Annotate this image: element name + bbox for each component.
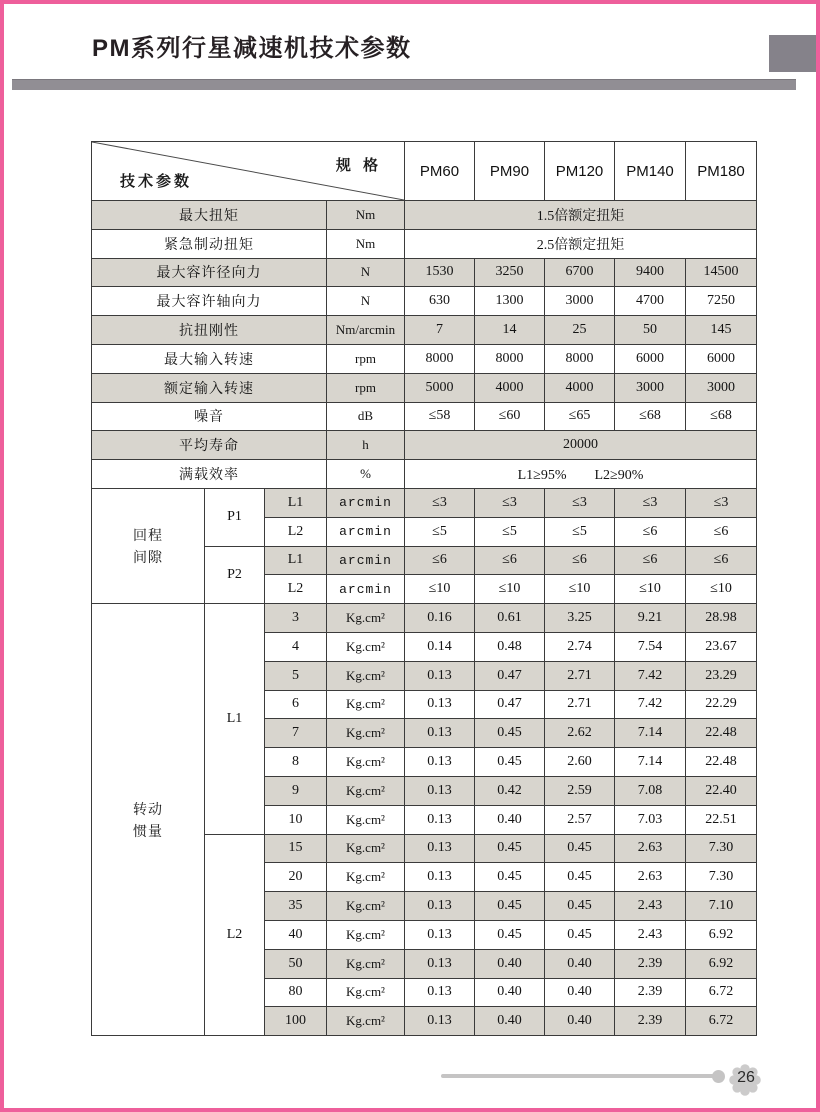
value-cell: 0.13 bbox=[405, 920, 475, 949]
value-cell: 8000 bbox=[545, 344, 615, 373]
value-cell: 6.92 bbox=[686, 949, 757, 978]
value-cell: 3000 bbox=[686, 373, 757, 402]
stage-cell: L1 bbox=[265, 488, 327, 517]
value-cell: 2.39 bbox=[615, 949, 686, 978]
stage-cell: L2 bbox=[265, 575, 327, 604]
value-span-cell: 2.5倍额定扭矩 bbox=[405, 229, 757, 258]
value-cell: 0.13 bbox=[405, 978, 475, 1007]
value-cell: 0.45 bbox=[545, 892, 615, 921]
value-cell: 22.48 bbox=[686, 748, 757, 777]
unit-cell: % bbox=[327, 460, 405, 489]
value-cell: 0.40 bbox=[475, 949, 545, 978]
value-cell: 3.25 bbox=[545, 604, 615, 633]
value-cell: 0.42 bbox=[475, 776, 545, 805]
value-cell: 0.45 bbox=[475, 719, 545, 748]
value-cell: 22.29 bbox=[686, 690, 757, 719]
value-cell: 3000 bbox=[545, 287, 615, 316]
value-cell: 0.16 bbox=[405, 604, 475, 633]
table-row bbox=[92, 344, 757, 373]
model-header: PM140 bbox=[615, 142, 686, 201]
value-cell: 7.08 bbox=[615, 776, 686, 805]
value-cell: 0.47 bbox=[475, 661, 545, 690]
value-cell: 5000 bbox=[405, 373, 475, 402]
param-name: 平均寿命 bbox=[92, 431, 327, 460]
value-cell: 0.45 bbox=[545, 920, 615, 949]
unit-cell: Kg.cm² bbox=[327, 748, 405, 777]
value-span-cell: L1≥95% L2≥90% bbox=[405, 460, 757, 489]
table-header-row bbox=[92, 142, 757, 201]
unit-cell: Kg.cm² bbox=[327, 863, 405, 892]
unit-cell: N bbox=[327, 287, 405, 316]
value-cell: 7.30 bbox=[686, 834, 757, 863]
backlash-group-label: 回程 间隙 bbox=[92, 488, 205, 603]
value-cell: ≤10 bbox=[405, 575, 475, 604]
value-cell: 4000 bbox=[545, 373, 615, 402]
value-cell: 6.72 bbox=[686, 1007, 757, 1036]
value-cell: 0.45 bbox=[545, 834, 615, 863]
value-cell: 6.92 bbox=[686, 920, 757, 949]
table-row bbox=[92, 604, 757, 633]
footer-rule bbox=[441, 1074, 717, 1078]
unit-cell: Kg.cm² bbox=[327, 920, 405, 949]
value-cell: 0.47 bbox=[475, 690, 545, 719]
value-cell: 3000 bbox=[615, 373, 686, 402]
unit-cell: Nm bbox=[327, 229, 405, 258]
value-cell: 0.13 bbox=[405, 949, 475, 978]
unit-cell: arcmin bbox=[327, 575, 405, 604]
param-name: 紧急制动扭矩 bbox=[92, 229, 327, 258]
value-cell: 2.63 bbox=[615, 863, 686, 892]
param-corner-label: 技术参数 bbox=[120, 173, 193, 190]
value-cell: ≤5 bbox=[475, 517, 545, 546]
value-cell: ≤6 bbox=[615, 517, 686, 546]
value-cell: 0.13 bbox=[405, 1007, 475, 1036]
value-cell: ≤68 bbox=[686, 402, 757, 431]
value-cell: ≤5 bbox=[545, 517, 615, 546]
unit-cell: arcmin bbox=[327, 517, 405, 546]
table-row bbox=[92, 460, 757, 489]
ratio-cell: 10 bbox=[265, 805, 327, 834]
value-cell: 630 bbox=[405, 287, 475, 316]
value-cell: 0.13 bbox=[405, 719, 475, 748]
spec-corner-label: 规 格 bbox=[335, 157, 382, 174]
unit-cell: Kg.cm² bbox=[327, 805, 405, 834]
unit-cell: Kg.cm² bbox=[327, 690, 405, 719]
value-cell: 0.13 bbox=[405, 748, 475, 777]
value-cell: 0.40 bbox=[475, 978, 545, 1007]
value-cell: ≤6 bbox=[545, 546, 615, 575]
value-cell: 9400 bbox=[615, 258, 686, 287]
table-row bbox=[92, 402, 757, 431]
ratio-cell: 6 bbox=[265, 690, 327, 719]
value-cell: 6.72 bbox=[686, 978, 757, 1007]
value-cell: 0.13 bbox=[405, 834, 475, 863]
value-cell: 2.74 bbox=[545, 632, 615, 661]
value-cell: ≤10 bbox=[615, 575, 686, 604]
value-cell: 0.40 bbox=[545, 978, 615, 1007]
value-cell: 7250 bbox=[686, 287, 757, 316]
value-cell: 7.42 bbox=[615, 661, 686, 690]
value-cell: 0.14 bbox=[405, 632, 475, 661]
value-cell: 23.29 bbox=[686, 661, 757, 690]
value-cell: 14 bbox=[475, 316, 545, 345]
value-cell: 2.39 bbox=[615, 978, 686, 1007]
table-row bbox=[92, 201, 757, 230]
precision-class-cell: P1 bbox=[205, 488, 265, 546]
value-cell: 4700 bbox=[615, 287, 686, 316]
value-cell: ≤60 bbox=[475, 402, 545, 431]
value-cell: 0.40 bbox=[545, 949, 615, 978]
unit-cell: Nm/arcmin bbox=[327, 316, 405, 345]
unit-cell: N bbox=[327, 258, 405, 287]
inertia-group-label: 转动 惯量 bbox=[92, 604, 205, 1036]
value-cell: 0.13 bbox=[405, 892, 475, 921]
spec-table bbox=[91, 141, 757, 1036]
unit-cell: arcmin bbox=[327, 488, 405, 517]
value-cell: ≤6 bbox=[405, 546, 475, 575]
value-cell: ≤58 bbox=[405, 402, 475, 431]
value-cell: ≤6 bbox=[686, 517, 757, 546]
table-row bbox=[92, 316, 757, 345]
param-name: 最大容许径向力 bbox=[92, 258, 327, 287]
value-cell: ≤3 bbox=[686, 488, 757, 517]
ratio-cell: 35 bbox=[265, 892, 327, 921]
ratio-cell: 100 bbox=[265, 1007, 327, 1036]
param-name: 最大容许轴向力 bbox=[92, 287, 327, 316]
value-cell: 2.63 bbox=[615, 834, 686, 863]
value-cell: 0.45 bbox=[475, 892, 545, 921]
value-span-cell: 20000 bbox=[405, 431, 757, 460]
value-cell: 0.45 bbox=[475, 834, 545, 863]
value-cell: 0.45 bbox=[475, 748, 545, 777]
value-cell: 6700 bbox=[545, 258, 615, 287]
value-cell: ≤68 bbox=[615, 402, 686, 431]
table-row bbox=[92, 287, 757, 316]
param-name: 满载效率 bbox=[92, 460, 327, 489]
value-cell: 0.13 bbox=[405, 776, 475, 805]
param-name: 最大输入转速 bbox=[92, 344, 327, 373]
unit-cell: Kg.cm² bbox=[327, 604, 405, 633]
ratio-cell: 4 bbox=[265, 632, 327, 661]
value-cell: 0.13 bbox=[405, 863, 475, 892]
stage-group-cell: L2 bbox=[205, 834, 265, 1036]
value-cell: 8000 bbox=[405, 344, 475, 373]
value-cell: 2.60 bbox=[545, 748, 615, 777]
param-name: 抗扭刚性 bbox=[92, 316, 327, 345]
value-cell: ≤10 bbox=[475, 575, 545, 604]
value-cell: 8000 bbox=[475, 344, 545, 373]
ratio-cell: 20 bbox=[265, 863, 327, 892]
value-cell: 4000 bbox=[475, 373, 545, 402]
unit-cell: Kg.cm² bbox=[327, 892, 405, 921]
unit-cell: dB bbox=[327, 402, 405, 431]
table-row bbox=[92, 258, 757, 287]
value-cell: ≤10 bbox=[686, 575, 757, 604]
value-cell: ≤6 bbox=[615, 546, 686, 575]
ratio-cell: 15 bbox=[265, 834, 327, 863]
value-cell: 25 bbox=[545, 316, 615, 345]
ratio-cell: 40 bbox=[265, 920, 327, 949]
value-cell: 6000 bbox=[615, 344, 686, 373]
unit-cell: rpm bbox=[327, 373, 405, 402]
value-cell: 0.45 bbox=[475, 920, 545, 949]
value-cell: ≤5 bbox=[405, 517, 475, 546]
unit-cell: Kg.cm² bbox=[327, 978, 405, 1007]
value-cell: 50 bbox=[615, 316, 686, 345]
value-cell: ≤10 bbox=[545, 575, 615, 604]
model-header: PM120 bbox=[545, 142, 615, 201]
value-cell: 7.54 bbox=[615, 632, 686, 661]
value-cell: 3250 bbox=[475, 258, 545, 287]
value-cell: 2.71 bbox=[545, 690, 615, 719]
value-cell: 2.43 bbox=[615, 920, 686, 949]
ratio-cell: 3 bbox=[265, 604, 327, 633]
value-cell: 22.48 bbox=[686, 719, 757, 748]
value-cell: 0.61 bbox=[475, 604, 545, 633]
unit-cell: Kg.cm² bbox=[327, 632, 405, 661]
param-name: 额定输入转速 bbox=[92, 373, 327, 402]
value-cell: 145 bbox=[686, 316, 757, 345]
table-row bbox=[92, 431, 757, 460]
footer-rule-dot bbox=[712, 1070, 725, 1083]
value-cell: ≤6 bbox=[475, 546, 545, 575]
value-cell: 0.13 bbox=[405, 690, 475, 719]
value-cell: 7.10 bbox=[686, 892, 757, 921]
value-cell: 0.45 bbox=[475, 863, 545, 892]
table-row bbox=[92, 488, 757, 517]
value-cell: 7.03 bbox=[615, 805, 686, 834]
value-cell: 7.30 bbox=[686, 863, 757, 892]
model-header: PM90 bbox=[475, 142, 545, 201]
value-cell: 2.43 bbox=[615, 892, 686, 921]
page-number: 26 bbox=[737, 1069, 755, 1086]
param-name: 噪音 bbox=[92, 402, 327, 431]
value-cell: 22.51 bbox=[686, 805, 757, 834]
value-cell: 0.40 bbox=[475, 1007, 545, 1036]
value-cell: ≤65 bbox=[545, 402, 615, 431]
value-cell: 1530 bbox=[405, 258, 475, 287]
model-header: PM60 bbox=[405, 142, 475, 201]
ratio-cell: 8 bbox=[265, 748, 327, 777]
unit-cell: arcmin bbox=[327, 546, 405, 575]
title-underline-bar bbox=[12, 79, 796, 90]
value-cell: 2.71 bbox=[545, 661, 615, 690]
value-cell: 0.45 bbox=[545, 863, 615, 892]
value-cell: 28.98 bbox=[686, 604, 757, 633]
value-cell: 1300 bbox=[475, 287, 545, 316]
unit-cell: Kg.cm² bbox=[327, 834, 405, 863]
unit-cell: rpm bbox=[327, 344, 405, 373]
value-cell: 7 bbox=[405, 316, 475, 345]
unit-cell: Kg.cm² bbox=[327, 661, 405, 690]
unit-cell: h bbox=[327, 431, 405, 460]
value-cell: ≤3 bbox=[545, 488, 615, 517]
value-cell: ≤3 bbox=[405, 488, 475, 517]
model-header: PM180 bbox=[686, 142, 757, 201]
value-cell: 22.40 bbox=[686, 776, 757, 805]
stage-cell: L2 bbox=[265, 517, 327, 546]
precision-class-cell: P2 bbox=[205, 546, 265, 604]
unit-cell: Kg.cm² bbox=[327, 776, 405, 805]
value-cell: 7.14 bbox=[615, 719, 686, 748]
param-name: 最大扭矩 bbox=[92, 201, 327, 230]
table-row bbox=[92, 229, 757, 258]
value-cell: 0.48 bbox=[475, 632, 545, 661]
table-row bbox=[92, 373, 757, 402]
value-cell: 2.62 bbox=[545, 719, 615, 748]
value-span-cell: 1.5倍额定扭矩 bbox=[405, 201, 757, 230]
value-cell: 9.21 bbox=[615, 604, 686, 633]
value-cell: 0.40 bbox=[545, 1007, 615, 1036]
unit-cell: Kg.cm² bbox=[327, 949, 405, 978]
ratio-cell: 7 bbox=[265, 719, 327, 748]
unit-cell: Nm bbox=[327, 201, 405, 230]
value-cell: 6000 bbox=[686, 344, 757, 373]
value-cell: 0.13 bbox=[405, 661, 475, 690]
value-cell: 2.39 bbox=[615, 1007, 686, 1036]
value-cell: ≤6 bbox=[686, 546, 757, 575]
value-cell: 14500 bbox=[686, 258, 757, 287]
header-corner-block bbox=[769, 35, 820, 72]
page-title: PM系列行星减速机技术参数 bbox=[92, 35, 412, 62]
value-cell: 23.67 bbox=[686, 632, 757, 661]
ratio-cell: 50 bbox=[265, 949, 327, 978]
ratio-cell: 5 bbox=[265, 661, 327, 690]
value-cell: ≤3 bbox=[475, 488, 545, 517]
value-cell: 2.59 bbox=[545, 776, 615, 805]
unit-cell: Kg.cm² bbox=[327, 1007, 405, 1036]
value-cell: ≤3 bbox=[615, 488, 686, 517]
stage-group-cell: L1 bbox=[205, 604, 265, 834]
value-cell: 0.40 bbox=[475, 805, 545, 834]
stage-cell: L1 bbox=[265, 546, 327, 575]
ratio-cell: 80 bbox=[265, 978, 327, 1007]
value-cell: 7.42 bbox=[615, 690, 686, 719]
unit-cell: Kg.cm² bbox=[327, 719, 405, 748]
value-cell: 2.57 bbox=[545, 805, 615, 834]
ratio-cell: 9 bbox=[265, 776, 327, 805]
diagonal-header-cell bbox=[92, 142, 405, 201]
value-cell: 0.13 bbox=[405, 805, 475, 834]
value-cell: 7.14 bbox=[615, 748, 686, 777]
